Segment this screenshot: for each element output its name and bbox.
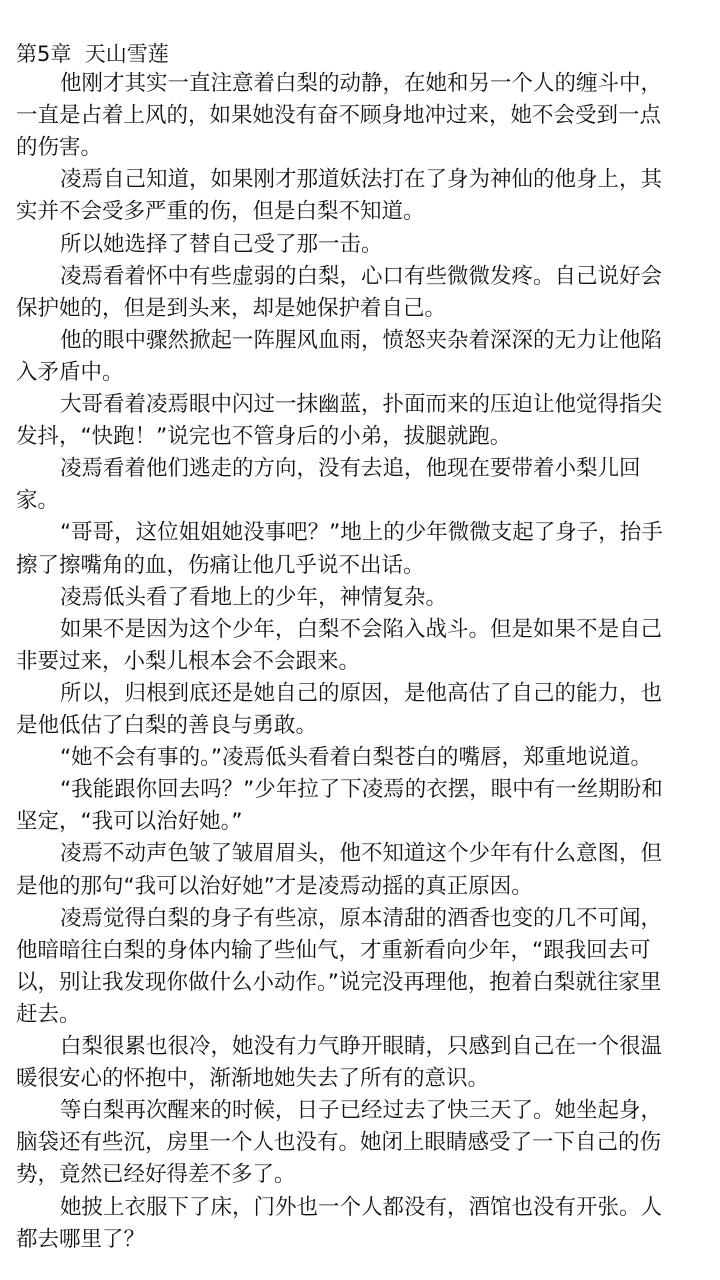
paragraph-line: 大哥看着凌焉眼中闪过一抹幽蓝，扑面而来的压迫让他觉得指尖: [60, 392, 663, 417]
paragraph-line: 凌焉看着怀中有些虚弱的白梨，心口有些微微发疼。自己说好会: [60, 264, 663, 289]
paragraph-line: 所以，归根到底还是她自己的原因，是他高估了自己的能力，也: [60, 681, 663, 706]
paragraph-line: 赶去。: [16, 1002, 81, 1027]
paragraph-line: 如果不是因为这个少年，白梨不会陷入战斗。但是如果不是自己: [60, 617, 663, 642]
paragraph-line: 势，竟然已经好得差不多了。: [16, 1162, 296, 1187]
paragraph-line: 擦了擦嘴角的血，伤痛让他几乎说不出话。: [16, 553, 425, 578]
paragraph-line: 他的眼中骤然掀起一阵腥风血雨，愤怒夹杂着深深的无力让他陷: [60, 328, 663, 353]
paragraph-line: 入矛盾中。: [16, 360, 124, 385]
paragraph-line: 凌焉低头看了看地上的少年，神情复杂。: [60, 585, 448, 610]
paragraph-line: 所以她选择了替自己受了那一击。: [60, 232, 383, 257]
paragraph-line: 凌焉不动声色皱了皱眉眉头，他不知道这个少年有什么意图，但: [60, 841, 663, 866]
paragraph-line: 非要过来，小梨儿根本会不会跟来。: [16, 649, 361, 674]
paragraph-line: 家。: [16, 488, 60, 513]
paragraph-line: 脑袋还有些沉，房里一个人也没有。她闭上眼睛感受了一下自己的伤: [16, 1130, 662, 1155]
paragraph-line: 他刚才其实一直注意着白梨的动静，在她和另一个人的缠斗中，: [60, 71, 663, 96]
paragraph-line: “哥哥，这位姐姐她没事吧？”地上的少年微微支起了身子，抬手: [60, 520, 663, 545]
paragraph-line: “我能跟你回去吗？”少年拉了下凌焉的衣摆，眼中有一丝期盼和: [60, 777, 663, 802]
paragraph-line: 坚定，“我可以治好她。”: [16, 809, 243, 834]
paragraph-line: 他暗暗往白梨的身体内输了些仙气，才重新看向少年，“跟我回去可: [16, 938, 651, 963]
paragraph-line: 发抖，“快跑！”说完也不管身后的小弟，拔腿就跑。: [16, 424, 512, 449]
paragraph-line: 暖很安心的怀抱中，渐渐地她失去了所有的意识。: [16, 1066, 490, 1091]
chapter-title: 第5章 天山雪莲: [16, 42, 169, 66]
paragraph-line: 白梨很累也很冷，她没有力气睁开眼睛，只感到自己在一个很温: [60, 1034, 663, 1059]
paragraph-line: 是他低估了白梨的善良与勇敢。: [16, 713, 318, 738]
paragraph-line: 保护她的，但是到头来，却是她保护着自己。: [16, 296, 447, 321]
paragraph-line: 一直是占着上风的，如果她没有奋不顾身地冲过来，她不会受到一点: [16, 103, 662, 128]
paragraph-line: “她不会有事的。”凌焉低头看着白梨苍白的嘴唇，郑重地说道。: [60, 745, 653, 770]
paragraph-line: 的伤害。: [16, 135, 103, 160]
paragraph-line: 凌焉自己知道，如果刚才那道妖法打在了身为神仙的他身上，其: [60, 167, 663, 192]
paragraph-line: 以，别让我发现你做什么小动作。”说完没再理他，抱着白梨就往家里: [16, 970, 662, 995]
paragraph-line: 是他的那句“我可以治好她”才是凌焉动摇的真正原因。: [16, 874, 533, 899]
paragraph-line: 等白梨再次醒来的时候，日子已经过去了快三天了。她坐起身，: [60, 1098, 663, 1123]
paragraph-line: 都去哪里了？: [16, 1227, 146, 1252]
paragraph-line: 凌焉看着他们逃走的方向，没有去追，他现在要带着小梨儿回: [60, 456, 641, 481]
paragraph-line: 凌焉觉得白梨的身子有些凉，原本清甜的酒香也变的几不可闻，: [60, 906, 663, 931]
paragraph-line: 实并不会受多严重的伤，但是白梨不知道。: [16, 199, 425, 224]
paragraph-line: 她披上衣服下了床，门外也一个人都没有，酒馆也没有开张。人: [60, 1195, 663, 1220]
